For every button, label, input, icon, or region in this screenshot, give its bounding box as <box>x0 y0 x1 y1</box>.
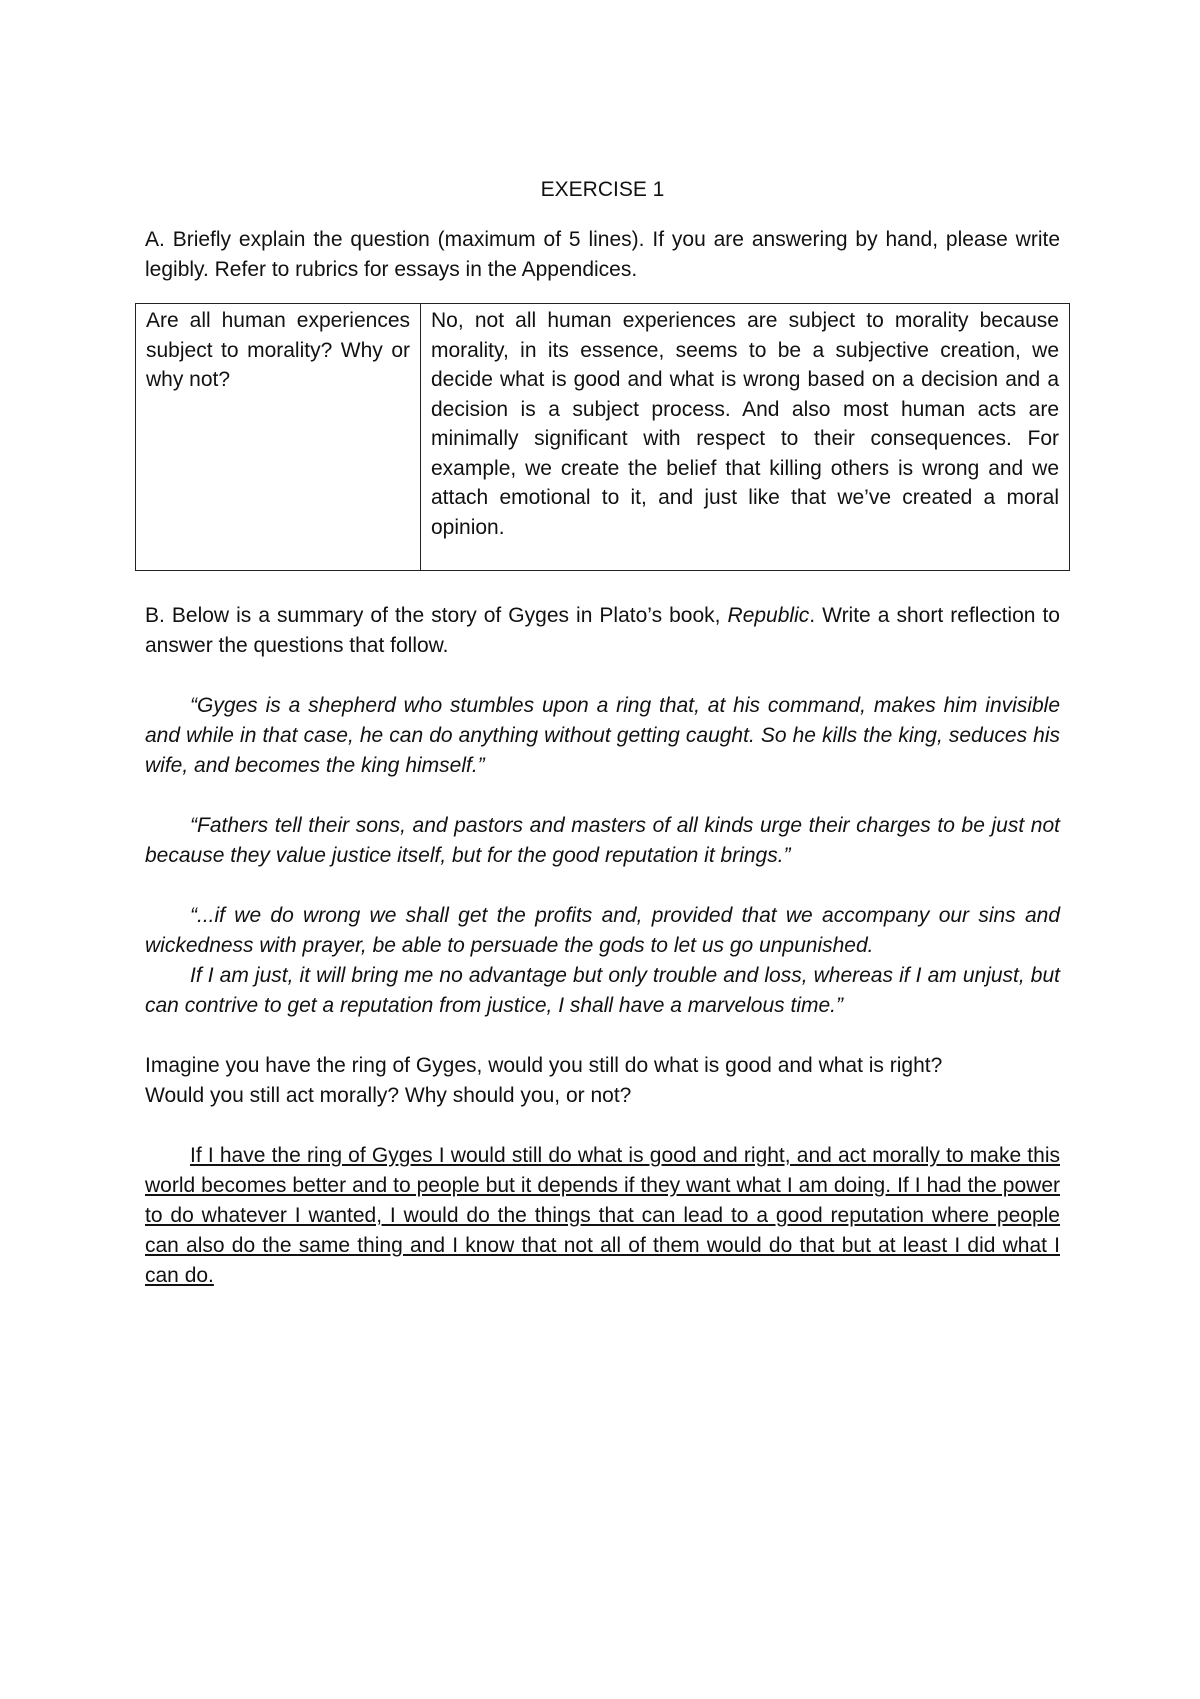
spacer <box>145 871 1060 901</box>
reflection-question-1: Imagine you have the ring of Gyges, would you still do what is good and what is right? <box>145 1054 943 1077</box>
document-content <box>145 175 1060 1291</box>
reflection-question-2: Would you still act morally? Why should you, or not? <box>145 1084 632 1107</box>
spacer <box>145 781 1060 811</box>
answer-cell: No, not all human experiences are subject to morality because morality, in its essence, seems to be a subjective creation, we decide what is good and what is wrong based on a decision and a decision is a subject process. And also most human acts are minimally significant with respect to their consequences. For example, we create the belief that killing others is wrong and we attach emotional to it, and just like that we’ve created a moral opinion. <box>421 304 1070 571</box>
quote-wrongdoing: “...if we do wrong we shall get the profits and, provided that we accompany our sins and wickedness with prayer, be able to persuade the gods to let us go unpunished. <box>145 904 1060 957</box>
table-row <box>136 304 1070 571</box>
section-a-instructions: A. Briefly explain the question (maximum of 5 lines). If you are answering by hand, please write legibly. Refer to rubrics for essays in the Appendices. <box>145 228 1060 281</box>
spacer <box>145 1111 1060 1141</box>
quote-justice: If I am just, it will bring me no advantage but only trouble and loss, whereas if I am unjust, but can contrive to get a reputation from justice, I shall have a marvelous time.” <box>145 964 1060 1017</box>
spacer <box>145 661 1060 691</box>
page-title: EXERCISE 1 <box>540 178 665 201</box>
section-b-intro-end: . Write a short reflection to answer the questions that follow. <box>145 604 1060 657</box>
spacer <box>145 1021 1060 1051</box>
quote-fathers: “Fathers tell their sons, and pastors and masters of all kinds urge their charges to be just not because they value justice itself, but for the good reputation it brings.” <box>145 814 1060 867</box>
quote-gyges-summary: “Gyges is a shepherd who stumbles upon a ring that, at his command, makes him invisible and while in that case, he can do anything without getting caught. So he kills the king, seduces his wife, and becomes the king himself.” <box>145 694 1060 777</box>
question-cell: Are all human experiences subject to morality? Why or why not? <box>136 304 421 571</box>
question-answer-table <box>135 303 1070 571</box>
reflection-answer: If I have the ring of Gyges I would still do what is good and right, and act morally to make this world becomes better and to people but it depends if they want what I am doing. If I had the power to do whatever I wanted, I would do the things that can lead to a good reputation where people can also do the same thing and I know that not all of them would do that but at least I did what I can do. <box>145 1144 1060 1287</box>
section-b-intro-start: B. Below is a summary of the story of Gyges in Plato’s book, <box>145 604 728 627</box>
book-title: Republic <box>727 604 810 627</box>
section-b-intro <box>145 601 1060 661</box>
